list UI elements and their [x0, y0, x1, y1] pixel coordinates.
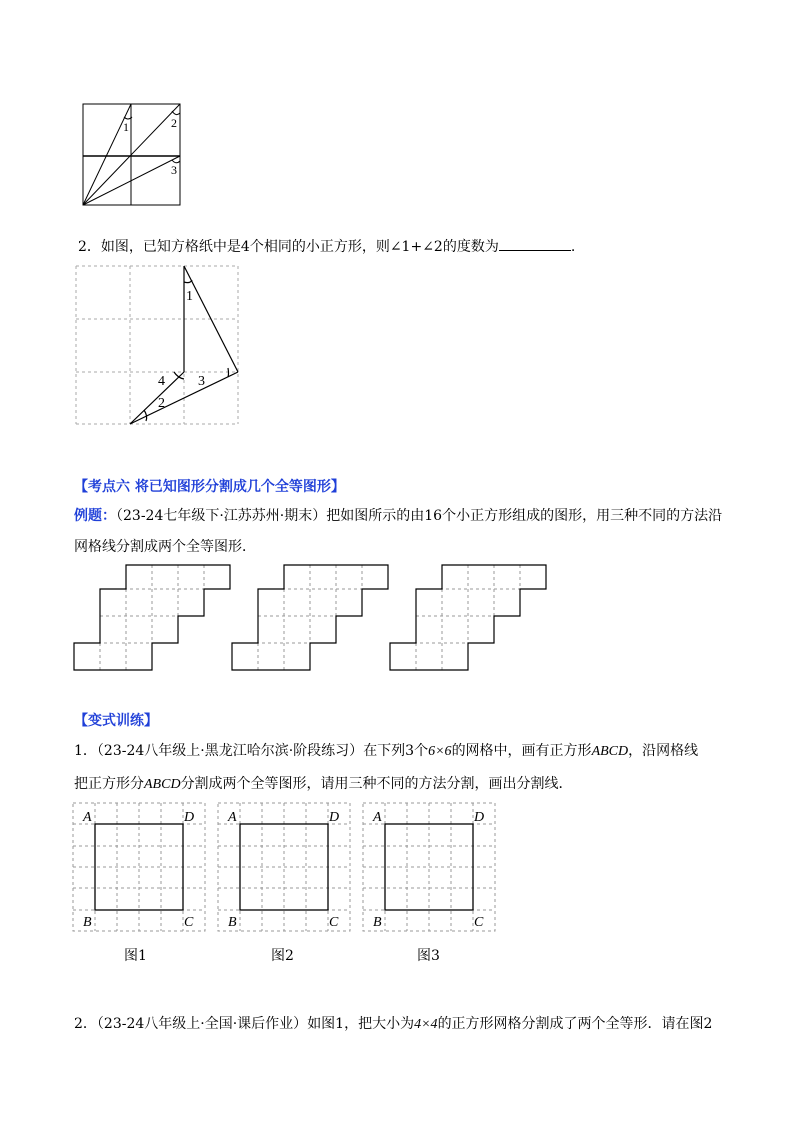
staircase-figure-2	[232, 565, 388, 670]
grid-6x6	[72, 802, 206, 932]
example-source: （23-24七年级下·江苏苏州·期末）	[116, 508, 327, 524]
text: 的正方形网格分割成了两个全等形．请在图2	[437, 1016, 713, 1032]
vertex-c: C	[184, 915, 194, 930]
answer-blank[interactable]	[499, 236, 571, 251]
example-label: 例题：	[74, 508, 116, 524]
text: 在下列3个	[363, 743, 429, 759]
staircase-figures	[70, 562, 550, 672]
variant-q1-line-1	[74, 741, 698, 762]
q2-angle-label-3: 3	[198, 374, 205, 389]
question-source: （23-24八年级上·黑龙江哈尔滨·阶段练习）	[96, 743, 364, 759]
text: 如图1，把大小为	[307, 1016, 415, 1032]
square-name: ABCD	[144, 777, 181, 792]
figure-caption-2: 图2	[271, 948, 294, 964]
vertex-d: D	[184, 810, 195, 825]
vertex-d: D	[474, 810, 485, 825]
staircase-figure-1	[74, 565, 230, 670]
period: .	[570, 239, 576, 255]
variant-q2-line-1	[74, 1014, 712, 1035]
square-name: ABCD	[591, 744, 629, 759]
q2-angle-label-4: 4	[158, 374, 165, 389]
angle-label-3: 3	[171, 163, 177, 177]
q2-angle-label-1: 1	[186, 289, 193, 304]
question-source: （23-24八年级上·全国·课后作业）	[96, 1016, 308, 1032]
figure-caption-1: 图1	[124, 948, 147, 964]
vertex-c: C	[329, 915, 339, 930]
q2-figure	[74, 264, 240, 426]
question-number: 2．	[74, 1016, 97, 1032]
vertex-b: B	[373, 915, 382, 930]
staircase-figure-3	[390, 565, 546, 670]
section-heading: 【考点六 将已知图形分割成几个全等图形】	[74, 479, 345, 495]
vertex-b: B	[83, 915, 92, 930]
text: 把正方形分	[74, 776, 144, 792]
variant-q1-line-2	[74, 774, 573, 795]
vertex-a: A	[83, 810, 92, 825]
angle-label-1: 1	[123, 120, 129, 134]
vertex-d: D	[329, 810, 340, 825]
grid-figure-2	[217, 802, 351, 936]
angle-label-2: 2	[171, 116, 177, 130]
example-line-1	[74, 506, 722, 526]
grid-6x6	[217, 802, 351, 932]
question-text: 如图，已知方格纸中是4个相同的小正方形，则∠1+∠2的度数为	[100, 239, 499, 255]
grid-size: 4×4	[414, 1017, 438, 1032]
text: 分割成两个全等图形，请用三种不同的方法分割，画出分割线．	[180, 776, 573, 792]
angle-figure-top	[82, 103, 182, 207]
grid-6x6	[362, 802, 496, 932]
grid-size: 6×6	[428, 744, 452, 759]
text: 的网格中，画有正方形	[451, 743, 592, 759]
grid-figure-1	[72, 802, 206, 936]
question-number: 1．	[74, 743, 97, 759]
vertex-c: C	[474, 915, 484, 930]
example-line-2: 网格线分割成两个全等图形．	[74, 539, 256, 555]
vertex-a: A	[373, 810, 382, 825]
q2-angle-label-2: 2	[158, 396, 165, 411]
text: ，沿网格线	[628, 743, 699, 759]
example-text: 把如图所示的由16个小正方形组成的图形，用三种不同的方法沿	[326, 508, 723, 524]
question-number: 2．	[78, 239, 101, 255]
vertex-a: A	[228, 810, 237, 825]
grid-figure-3	[362, 802, 496, 936]
figure-caption-3: 图3	[417, 948, 440, 964]
question-2	[78, 236, 575, 257]
vertex-b: B	[228, 915, 237, 930]
variant-heading: 【变式训练】	[74, 713, 158, 729]
